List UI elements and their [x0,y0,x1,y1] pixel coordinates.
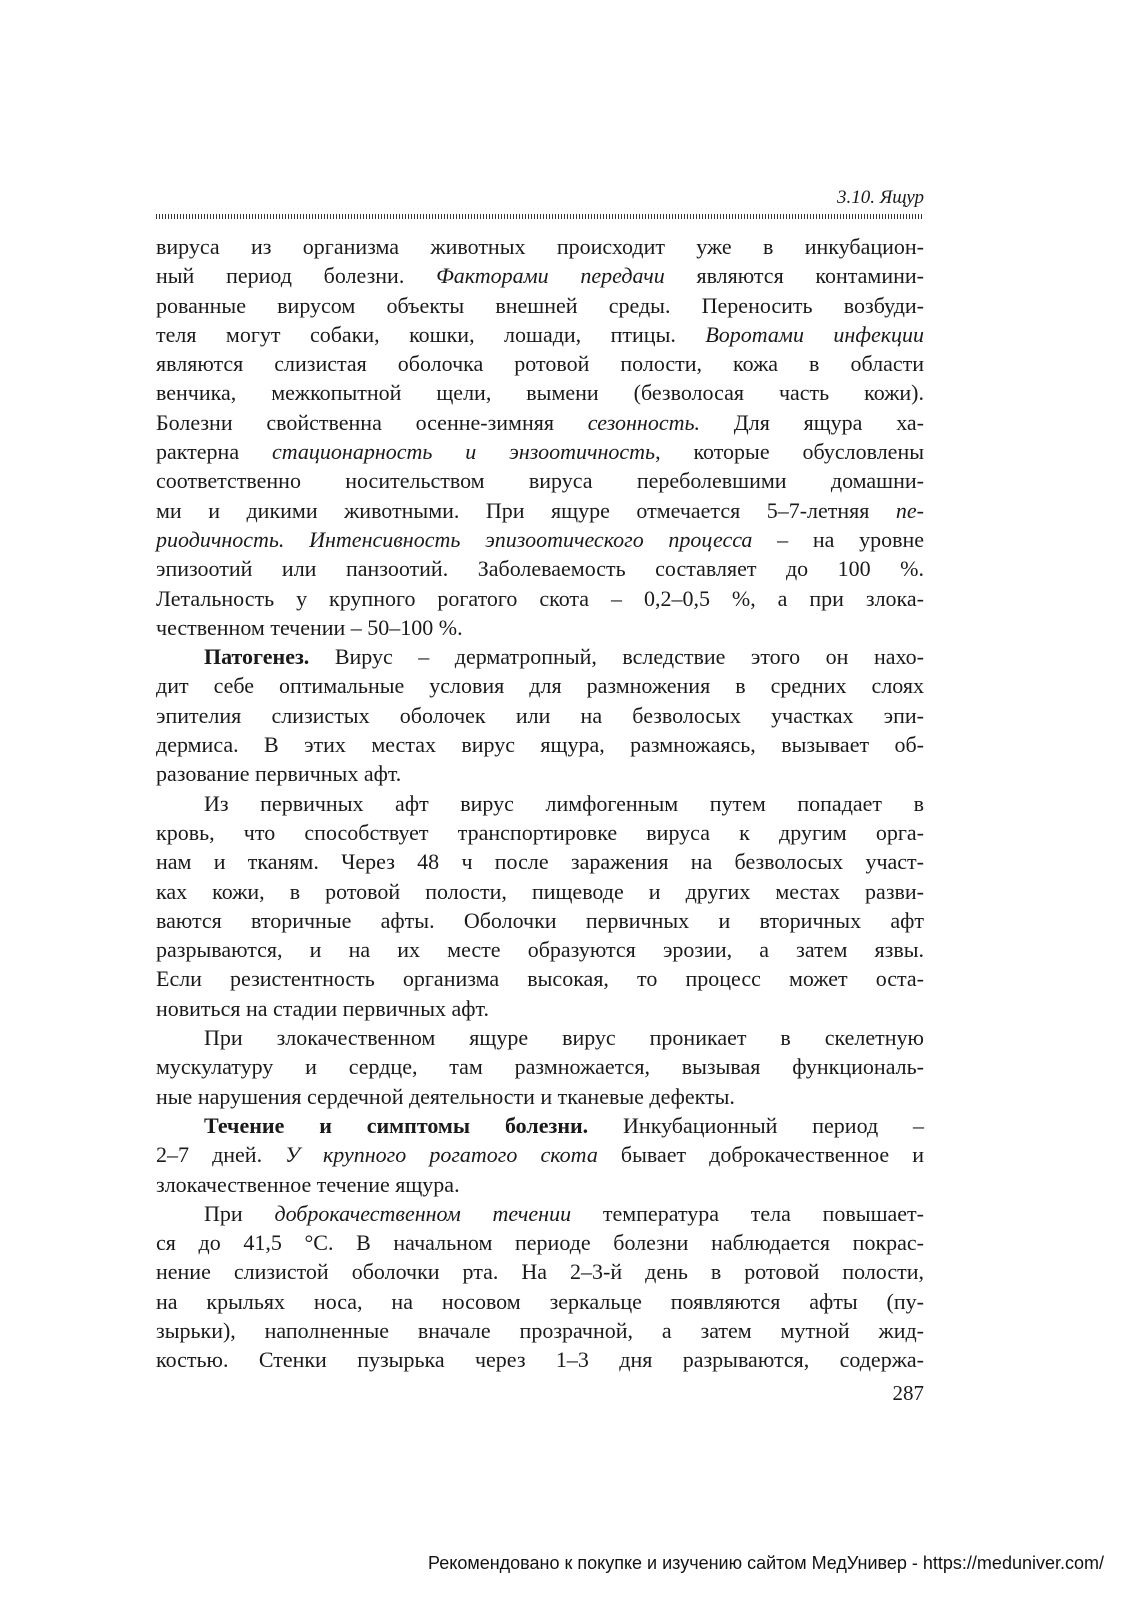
text-run: При злокачественном ящуре вирус проникает в скелетную [204,1025,924,1051]
text-run: злокачественное течение ящура. [156,1171,460,1197]
text-run: Если резистентность организма высокая, то процесс может оста- [156,966,924,992]
text-run: теля могут собаки, кошки, лошади, птицы. [156,321,706,347]
text-run: являются слизистая оболочка ротовой полости, кожа в области [156,351,924,377]
text-run: 2–7 дней. [156,1142,286,1168]
text-line [156,1345,924,1374]
text-line [156,1111,924,1140]
text-run: мускулатуру и сердце, там размножается, вызывая функциональ- [156,1054,924,1080]
text-line [156,496,924,525]
text-run: вируса из организма животных происходит уже в инкубацион- [156,234,924,259]
text-run: зырьки), наполненные вначале прозрачной, а затем мутной жид- [156,1317,924,1343]
text-run: ные нарушения сердечной деятельности и тканевые дефекты. [156,1083,735,1109]
text-run: ваются вторичные афты. Оболочки первичных и вторичных афт [156,907,924,933]
text-line [156,232,924,261]
running-head: 3.10. Ящур [836,187,924,208]
text-run: разование первичных афт. [156,761,402,787]
text-line [156,1257,924,1286]
text-line [156,935,924,964]
text-run: дермиса. В этих местах вирус ящура, размножаясь, вызывает об- [156,732,924,758]
text-line [156,1140,924,1169]
text-line [156,261,924,290]
text-line [156,437,924,466]
text-line [156,525,924,554]
text-line [156,1316,924,1345]
text-run: Вирус – дерматропный, вследствие этого он нахо- [309,644,924,670]
text-run: эпизоотий или панзоотий. Заболеваемость составляет до 100 %. [156,556,924,582]
text-run: Болезни свойственна осенне-зимняя [156,409,588,435]
text-run: рованные вирусом объекты внешней среды. Переносить возбуди- [156,292,924,318]
text-line [156,1287,924,1316]
text-run: – на уровне [752,526,924,552]
text-line [156,994,924,1023]
text-line [156,408,924,437]
page-number: 287 [892,1381,924,1405]
text-line [156,320,924,349]
text-run: Патогенез. [204,644,310,670]
text-line [156,378,924,407]
text-run: Факторами передачи [436,263,665,289]
text-run: кровь, что способствует транспортировке вируса к другим орга- [156,819,924,845]
text-run: бывает доброкачественное и [597,1142,924,1168]
text-line [156,1052,924,1081]
text-run: новиться на стадии первичных афт. [156,995,489,1021]
text-run: ми и дикими животными. При ящуре отмечается 5–7-летняя [156,497,896,523]
text-line [156,584,924,613]
text-run: , которые обусловлены [655,439,924,465]
text-run: являются контамини- [664,263,924,289]
text-run: разрываются, и на их месте образуются эрозии, а затем язвы. [156,937,924,963]
text-line [156,964,924,993]
text-line [156,877,924,906]
text-run: рактерна [156,439,272,465]
text-run: на крыльях носа, на носовом зеркальце появляются афты (пу- [156,1288,924,1314]
header-rule [156,214,924,219]
text-line [156,1199,924,1228]
text-line [156,818,924,847]
text-run: Летальность у крупного рогатого скота – 0,2–0,5 %, а при злока- [156,585,924,611]
text-run: Воротами инфекции [705,321,924,347]
text-run: дит себе оптимальные условия для размножения в средних слоях [156,673,924,699]
text-run: эпителия слизистых оболочек или на безволосых участках эпи- [156,702,924,728]
text-run: Течение и симптомы болезни. [204,1112,589,1138]
body-text [156,232,924,1375]
text-run: У крупного рогатого скота [285,1142,598,1168]
text-line [156,349,924,378]
text-run: костью. Стенки пузырька через 1–3 дня разрываются, содержа- [156,1347,924,1373]
text-line [156,701,924,730]
text-run: нение слизистой оболочки рта. На 2–3-й день в ротовой полости, [156,1259,924,1285]
text-run: ках кожи, в ротовой полости, пищеводе и других местах разви- [156,878,924,904]
text-line [156,1170,924,1199]
text-line [156,1082,924,1111]
text-run: нам и тканям. Через 48 ч после заражения на безволосых участ- [156,849,924,875]
text-run: Инкубационный период – [588,1112,924,1138]
text-line [156,1228,924,1257]
text-line [156,291,924,320]
text-line [156,759,924,788]
footer-note: Рекомендовано к покупке и изучению сайтом МедУнивер - https://meduniver.com/ [428,1553,1104,1573]
text-run: чественном течении – 50–100 %. [156,614,463,640]
text-line [156,466,924,495]
text-line [156,554,924,583]
text-run: Для ящура ха- [699,409,924,435]
text-run: ся до 41,5 °С. В начальном периоде болезни наблюдается покрас- [156,1230,924,1256]
text-run: сезонность. [587,409,700,435]
text-run: доброкачественном течении [274,1200,572,1226]
text-line [156,730,924,759]
text-line [156,671,924,700]
text-run: ный период болезни. [156,263,437,289]
text-line [156,613,924,642]
text-run: стационарность и энзоотичность [271,439,656,465]
text-run: температура тела повышает- [571,1200,924,1226]
text-run: венчика, межкопытной щели, вымени (безволосая часть кожи). [156,380,924,406]
text-line [156,642,924,671]
text-run: При [204,1200,275,1226]
text-line [156,1023,924,1052]
text-line [156,906,924,935]
text-run: пе- [895,497,924,523]
text-run: соответственно носительством вируса переболевшими домашни- [156,468,924,494]
text-line [156,847,924,876]
text-run: риодичность. Интенсивность эпизоотического процесса [156,526,753,552]
text-line [156,789,924,818]
text-run: Из первичных афт вирус лимфогенным путем попадает в [204,790,924,816]
